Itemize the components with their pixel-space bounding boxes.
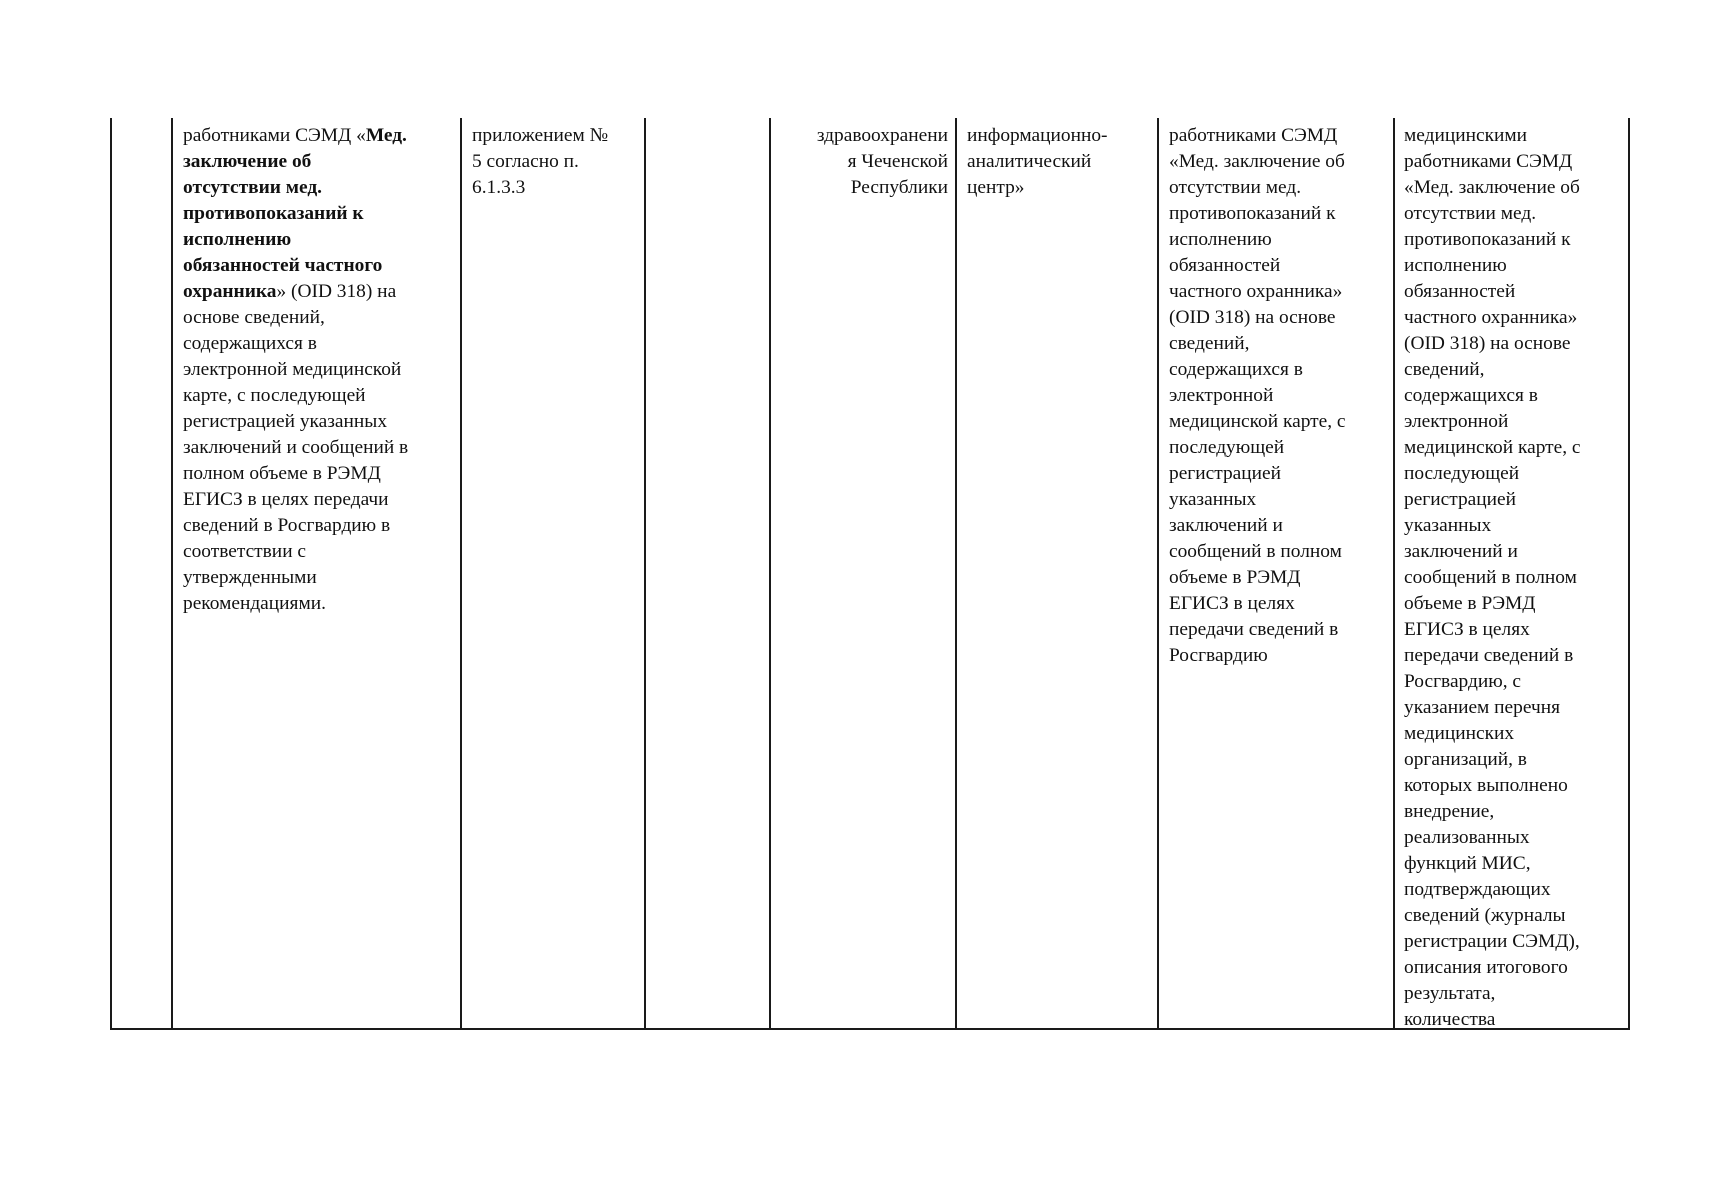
text-line: объеме в РЭМД — [1169, 567, 1301, 588]
text-line: подтверждающих — [1404, 879, 1551, 900]
text-line: ЕГИСЗ в целях — [1404, 619, 1530, 640]
text-line: внедрение, — [1404, 801, 1495, 822]
text-line: объеме в РЭМД — [1404, 593, 1536, 614]
text-line: Росгвардию, с — [1404, 671, 1522, 692]
text-line: медицинской карте, с — [1404, 437, 1581, 458]
bold-text: Мед. — [365, 125, 407, 146]
text-segment: регистрацией указанных — [183, 411, 388, 432]
text-segment: основе сведений, — [183, 307, 325, 328]
text-segment: содержащихся в — [183, 333, 317, 354]
text-line — [183, 513, 455, 539]
text-segment: сведений в Росгвардию в — [183, 515, 391, 536]
text-line — [183, 383, 455, 409]
requirements-table — [110, 118, 1630, 1030]
text-line: (OID 318) на основе — [1169, 307, 1336, 328]
report-cell — [1404, 123, 1626, 1033]
text-line — [183, 409, 455, 435]
table-border-bottom — [110, 1028, 1630, 1030]
text-line — [183, 175, 455, 201]
text-line: сведений, — [1169, 333, 1250, 354]
text-line: частного охранника» — [1404, 307, 1578, 328]
column-divider — [460, 118, 462, 1030]
text-line: исполнению — [1169, 229, 1272, 250]
text-line: медицинской карте, с — [1169, 411, 1346, 432]
text-line — [183, 149, 455, 175]
text-segment: рекомендациями. — [183, 593, 326, 614]
text-line: сведений, — [1404, 359, 1485, 380]
text-segment: ЕГИСЗ в целях передачи — [183, 489, 389, 510]
text-line: содержащихся в — [1404, 385, 1538, 406]
text-segment: карте, с последующей — [183, 385, 366, 406]
text-line: заключений и — [1169, 515, 1283, 536]
text-line: «Мед. заключение об — [1169, 151, 1345, 172]
text-line: сообщений в полном — [1169, 541, 1342, 562]
text-line: работниками СЭМД — [1404, 151, 1573, 172]
text-line: ЕГИСЗ в целях — [1169, 593, 1295, 614]
text-line: электронной — [1404, 411, 1509, 432]
text-line: содержащихся в — [1169, 359, 1303, 380]
text-line: заключений и — [1404, 541, 1518, 562]
text-line: регистрацией — [1169, 463, 1281, 484]
bold-text: исполнению — [183, 229, 292, 250]
task-description-cell — [183, 123, 455, 617]
text-line: результата, — [1404, 983, 1496, 1004]
responsible-ministry-cell — [774, 123, 948, 201]
text-line: приложением № — [472, 125, 609, 146]
text-line — [183, 357, 455, 383]
text-line: отсутствии мед. — [1404, 203, 1537, 224]
text-line — [183, 305, 455, 331]
text-line: здравоохранени — [816, 125, 948, 146]
column-divider — [644, 118, 646, 1030]
text-segment: электронной медицинской — [183, 359, 402, 380]
text-line: сообщений в полном — [1404, 567, 1577, 588]
text-line: частного охранника» — [1169, 281, 1343, 302]
text-segment: » (OID 318) на — [276, 281, 397, 302]
text-line: Республики — [850, 177, 948, 198]
text-line: реализованных — [1404, 827, 1530, 848]
text-line: последующей — [1169, 437, 1285, 458]
bold-text: заключение об — [183, 151, 312, 172]
text-segment: полном объеме в РЭМД — [183, 463, 381, 484]
text-line: указанных — [1169, 489, 1257, 510]
text-line: функций МИС, — [1404, 853, 1531, 874]
text-line — [183, 435, 455, 461]
text-line: 6.1.3.3 — [472, 177, 526, 198]
text-line: электронной — [1169, 385, 1274, 406]
text-line — [183, 539, 455, 565]
text-line: количества — [1404, 1009, 1496, 1030]
bold-text: отсутствии мед. — [183, 177, 323, 198]
text-line: Росгвардию — [1169, 645, 1268, 666]
text-line: передачи сведений в — [1404, 645, 1574, 666]
text-line: сведений (журналы — [1404, 905, 1566, 926]
table-border-right — [1628, 118, 1630, 1030]
column-divider — [1393, 118, 1395, 1030]
text-line: 5 согласно п. — [472, 151, 579, 172]
text-line: медицинскими — [1404, 125, 1528, 146]
text-line: обязанностей — [1169, 255, 1281, 276]
text-line — [183, 279, 455, 305]
text-segment: утвержденными — [183, 567, 317, 588]
text-line — [183, 565, 455, 591]
text-line: указанием перечня — [1404, 697, 1561, 718]
text-line — [183, 253, 455, 279]
text-line — [183, 331, 455, 357]
text-segment: соответствии с — [183, 541, 307, 562]
text-line: противопоказаний к — [1404, 229, 1571, 250]
text-line: указанных — [1404, 515, 1492, 536]
text-line: центр» — [967, 177, 1025, 198]
text-line: регистрации СЭМД), — [1404, 931, 1580, 952]
text-line: «Мед. заключение об — [1404, 177, 1580, 198]
text-line — [183, 591, 455, 617]
text-line — [183, 461, 455, 487]
text-line: отсутствии мед. — [1169, 177, 1302, 198]
text-line: передачи сведений в — [1169, 619, 1339, 640]
reference-cell — [472, 123, 640, 201]
text-line: которых выполнено — [1404, 775, 1568, 796]
text-line: противопоказаний к — [1169, 203, 1336, 224]
column-divider — [955, 118, 957, 1030]
column-divider — [171, 118, 173, 1030]
table-border-left — [110, 118, 112, 1030]
column-divider — [769, 118, 771, 1030]
text-line: обязанностей — [1404, 281, 1516, 302]
text-line: аналитический — [967, 151, 1092, 172]
text-line: последующей — [1404, 463, 1520, 484]
executor-center-cell — [967, 123, 1153, 201]
text-segment: заключений и сообщений в — [183, 437, 409, 458]
text-line: исполнению — [1404, 255, 1507, 276]
text-line — [183, 123, 455, 149]
text-line: регистрацией — [1404, 489, 1516, 510]
text-line: описания итогового — [1404, 957, 1568, 978]
text-line: я Чеченской — [847, 151, 948, 172]
text-line — [183, 201, 455, 227]
text-line: информационно- — [967, 125, 1108, 146]
text-line: медицинских — [1404, 723, 1515, 744]
text-line: (OID 318) на основе — [1404, 333, 1571, 354]
expected-result-cell — [1169, 123, 1391, 669]
bold-text: охранника — [183, 281, 277, 302]
bold-text: обязанностей частного — [183, 255, 383, 276]
text-segment: работниками СЭМД « — [183, 125, 366, 146]
text-line — [183, 227, 455, 253]
text-line: работниками СЭМД — [1169, 125, 1338, 146]
bold-text: противопоказаний к — [183, 203, 364, 224]
column-divider — [1157, 118, 1159, 1030]
text-line: организаций, в — [1404, 749, 1527, 770]
text-line — [183, 487, 455, 513]
